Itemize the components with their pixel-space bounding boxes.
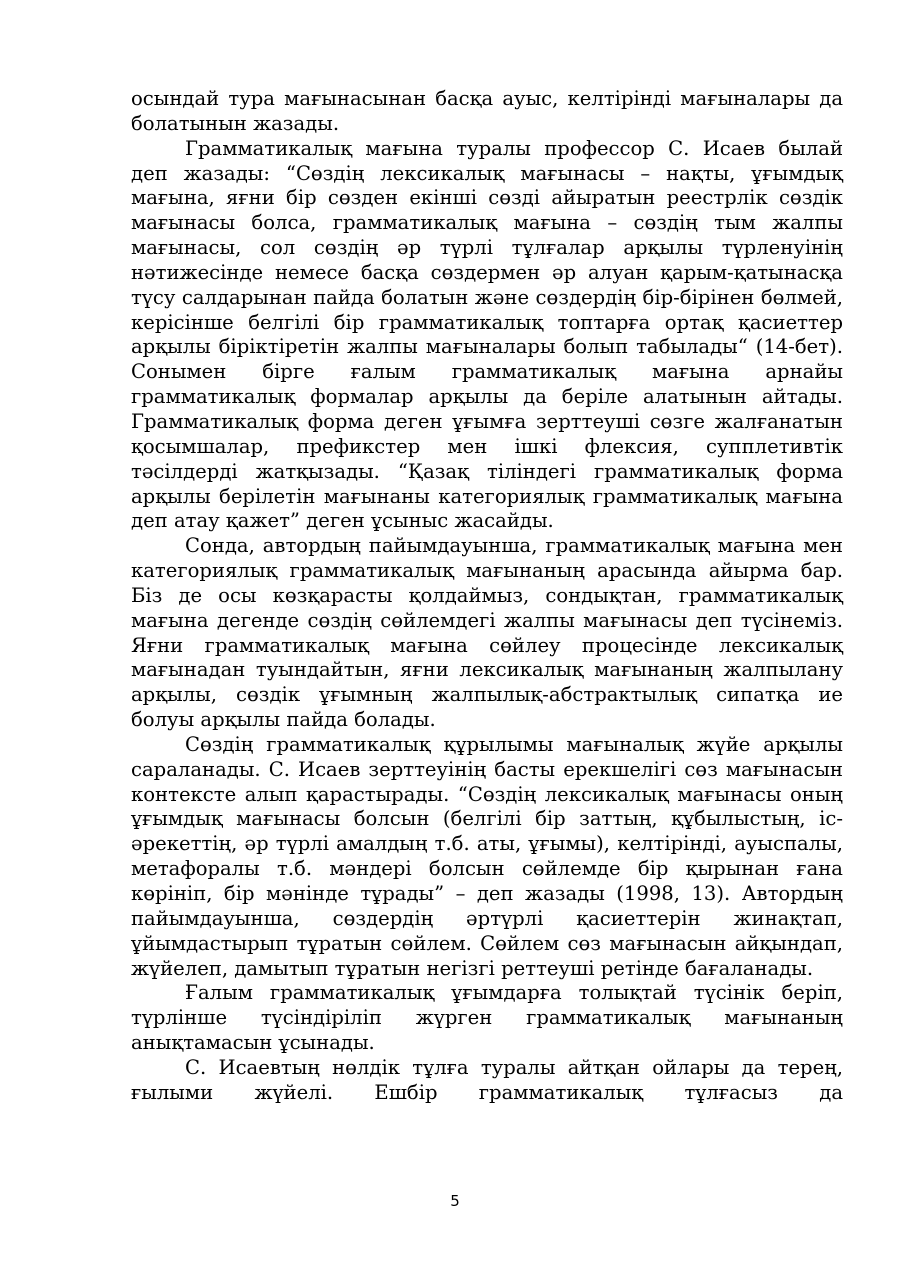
paragraph: Ғалым грамматикалық ұғымдарға толықтай түсінік беріп, түрлінше түсіндіріліп жүрген грамматикалық мағынаның анықтамасын ұсынады.	[131, 981, 843, 1055]
paragraph: осындай тура мағынасынан басқа ауыс, келтірінді мағыналары да болатынын жазады.	[131, 87, 843, 135]
body-text	[131, 87, 843, 1106]
page-number: 5	[450, 1192, 460, 1210]
paragraph: Грамматикалық мағына туралы профессор С. Исаев былай деп жазады: “Сөздің лексикалық мағынасы – нақты, ұғымдық мағына, яғни бір сөзден екінші сөзді айыратын реестрлік сөздік мағынасы болса, грамматикалық мағына – сөздің тым жалпы мағынасы, сол сөздің әр түрлі тұлғалар арқылы түрленуінің нәтижесінде немесе басқа сөздермен әр алуан қарым-қатынасқа түсу салдарынан пайда болатын және сөздердің бір-бірінен бөлмей, керісінше белгілі бір грамматикалық топтарға ортақ қасиеттер арқылы біріктіретін жалпы мағыналары болып табылады“ (14-бет). Сонымен бірге ғалым грамматикалық мағына арнайы грамматикалық формалар арқылы да беріле алатынын айтады. Грамматикалық форма деген ұғымға зерттеуші сөзге жалғанатын қосымшалар, префикстер мен ішкі флексия, супплетивтік тәсілдерді жатқызады. “Қазақ тіліндегі грамматикалық форма арқылы берілетін мағынаны категориялық грамматикалық мағына деп атау қажет” деген ұсыныс жасайды.	[131, 136, 843, 533]
paragraph: Сөздің грамматикалық құрылымы мағыналық жүйе арқылы сараланады. С. Исаев зерттеуінің басты ерекшелігі сөз мағынасын контексте алып қарастырады. “Сөздің лексикалық мағынасы оның ұғымдық мағынасы болсын (белгілі бір заттың, құбылыстың, іс-әрекеттің, әр түрлі амалдың т.б. аты, ұғымы), келтірінді, ауыспалы, метафоралы т.б. мәндері болсын сөйлемде бір қырынан ғана көрініп, бір мәнінде тұрады” – деп жазады (1998, 13). Автордың пайымдауынша, сөздердің әртүрлі қасиеттерін жинақтап, ұйымдастырып тұратын сөйлем. Сөйлем сөз мағынасын айқындап, жүйелеп, дамытып тұратын негізгі реттеуші ретінде бағаланады.	[131, 732, 843, 980]
paragraph: С. Исаевтың нөлдік тұлға туралы айтқан ойлары да терең, ғылыми жүйелі. Ешбір грамматикалық тұлғасыз да	[131, 1055, 843, 1104]
paragraph: Сонда, автордың пайымдауынша, грамматикалық мағына мен категориялық грамматикалық мағынаның арасында айырма бар. Біз де осы көзқарасты қолдаймыз, сондықтан, грамматикалық мағына дегенде сөздің сөйлемдегі жалпы мағынасы деп түсінеміз. Яғни грамматикалық мағына сөйлеу процесінде лексикалық мағынадан туындайтын, яғни лексикалық мағынаның жалпылану арқылы, сөздік ұғымның жалпылық-абстрактылық сипатқа ие болуы арқылы пайда болады.	[131, 534, 843, 732]
